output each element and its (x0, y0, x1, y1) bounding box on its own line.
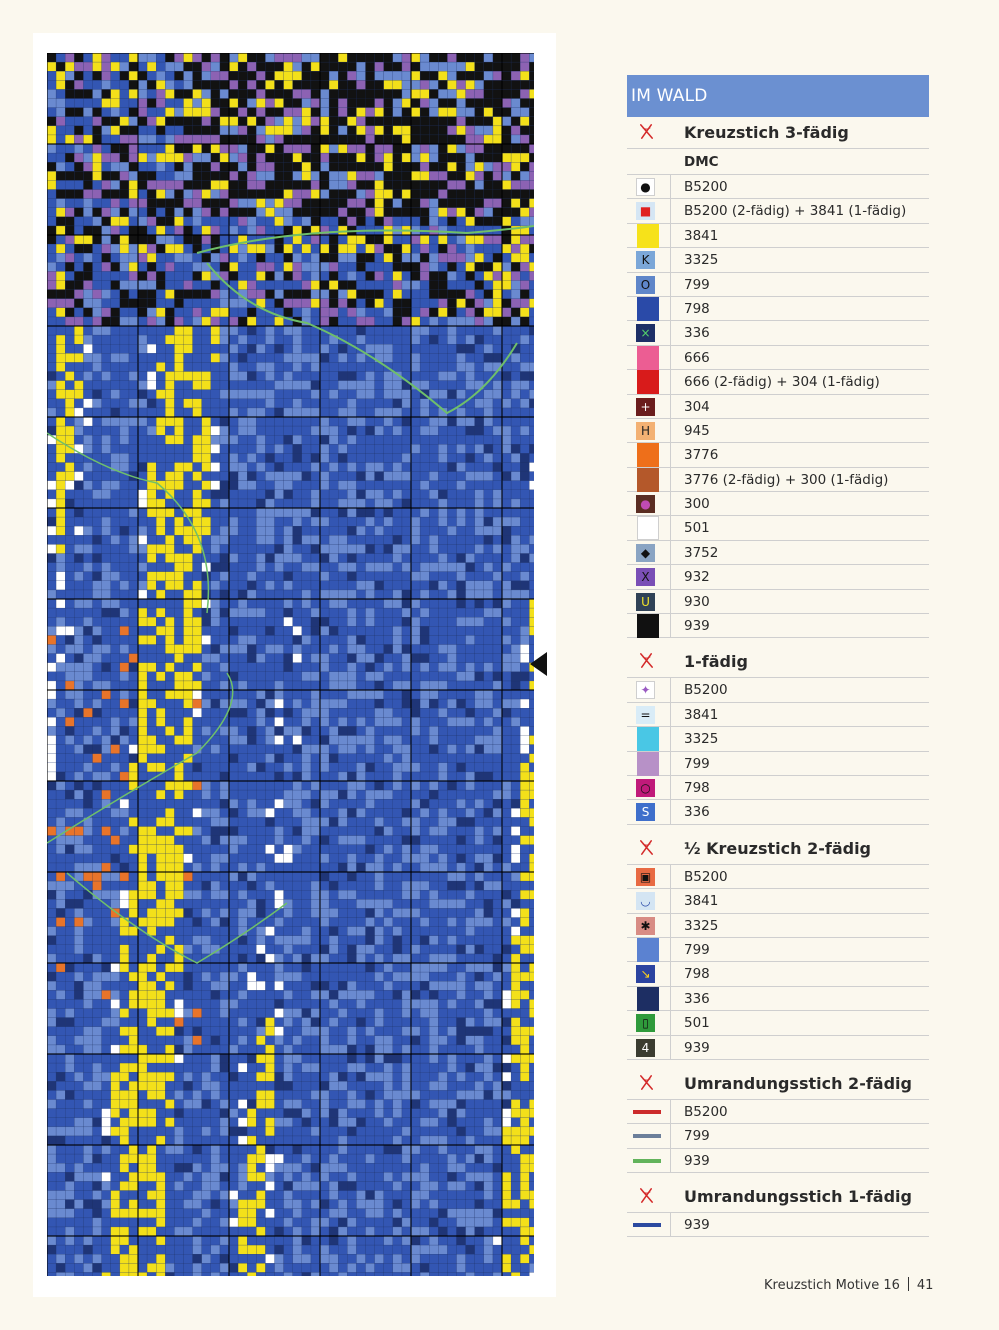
column-divider (670, 703, 671, 726)
legend-row (627, 321, 929, 345)
dmc-code: B5200 (684, 682, 728, 699)
legend-row (627, 1011, 929, 1035)
symbol-swatch-icon: O (636, 276, 655, 294)
symbol-swatch-icon: 4 (636, 1039, 655, 1057)
legend-row (627, 1036, 929, 1060)
column-divider (670, 541, 671, 564)
symbol-swatch-icon (633, 1159, 661, 1163)
cross-stitch-icon (637, 838, 656, 857)
legend-row (627, 224, 929, 248)
symbol-swatch-icon (637, 752, 659, 776)
symbol-swatch-icon: ● (636, 495, 655, 513)
symbol-swatch-icon (637, 516, 659, 540)
column-divider (670, 1149, 671, 1172)
symbol-swatch-icon: X (636, 568, 655, 586)
dmc-code: 939 (684, 1152, 710, 1169)
dmc-code: 3776 (2-fädig) + 300 (1-fädig) (684, 471, 889, 488)
page-footer (764, 1277, 933, 1293)
column-divider (670, 492, 671, 515)
symbol-swatch-icon: U (636, 593, 655, 611)
dmc-code: B5200 (684, 1103, 728, 1120)
column-divider (670, 273, 671, 296)
legend-row (627, 962, 929, 986)
column-divider (670, 443, 671, 466)
symbol-swatch-icon (633, 1134, 661, 1138)
section-gap (627, 825, 929, 833)
legend-row (627, 468, 929, 492)
column-divider (670, 370, 671, 393)
cross-stitch-icon (637, 122, 656, 141)
footer-divider (908, 1277, 909, 1291)
column-divider (670, 962, 671, 985)
column-divider (670, 516, 671, 539)
column-divider (670, 199, 671, 222)
symbol-swatch-icon (637, 614, 659, 638)
legend-row (627, 727, 929, 751)
symbol-swatch-icon: ✱ (636, 917, 655, 935)
legend-row (627, 987, 929, 1011)
symbol-swatch-icon (637, 727, 659, 751)
column-divider (670, 1011, 671, 1034)
column-divider (670, 346, 671, 369)
column-divider (670, 678, 671, 701)
symbol-swatch-icon (637, 346, 659, 370)
legend-row (627, 614, 929, 638)
dmc-code: 799 (684, 1128, 710, 1145)
legend-row (627, 199, 929, 223)
column-divider (670, 175, 671, 198)
legend-section-heading (627, 833, 929, 865)
legend-row (627, 889, 929, 913)
dmc-code: 798 (684, 966, 710, 983)
symbol-swatch-icon: ▯ (636, 1014, 655, 1032)
legend-section-heading (627, 117, 929, 149)
dmc-code: 799 (684, 941, 710, 958)
legend-row (627, 395, 929, 419)
dmc-code: 799 (684, 276, 710, 293)
dmc-code: 3752 (684, 544, 719, 561)
legend-row (627, 590, 929, 614)
legend-row (627, 938, 929, 962)
legend-row (627, 1213, 929, 1237)
legend-section-heading (627, 1181, 929, 1213)
dmc-code: 3841 (684, 893, 719, 910)
column-divider (670, 800, 671, 823)
legend-row (627, 678, 929, 702)
symbol-swatch-icon (637, 224, 659, 248)
legend-row (627, 914, 929, 938)
column-divider (670, 752, 671, 775)
legend-section-heading (627, 1068, 929, 1100)
column-divider (670, 938, 671, 961)
column-divider (670, 1213, 671, 1236)
legend-title: IM WALD (627, 75, 929, 117)
legend-row (627, 776, 929, 800)
dmc-code: 3841 (684, 706, 719, 723)
cross-stitch-icon (637, 1073, 656, 1092)
column-divider (670, 565, 671, 588)
footer-publication: Kreuzstich Motive 16 (764, 1278, 900, 1293)
symbol-swatch-icon (637, 468, 659, 492)
column-divider (670, 1124, 671, 1147)
dmc-code: B5200 (684, 868, 728, 885)
dmc-subheader-row (627, 149, 929, 175)
column-divider (670, 468, 671, 491)
column-divider (670, 889, 671, 912)
legend-section-heading (627, 646, 929, 678)
pattern-grid (47, 53, 534, 1276)
dmc-code: 939 (684, 1039, 710, 1056)
column-divider (670, 590, 671, 613)
column-divider (670, 727, 671, 750)
symbol-swatch-icon (637, 987, 659, 1011)
symbol-swatch-icon: ↘ (636, 965, 655, 983)
dmc-code: 939 (684, 618, 710, 635)
color-key-table (627, 75, 929, 1237)
cross-stitch-icon (637, 1186, 656, 1205)
legend-row (627, 1149, 929, 1173)
legend-row (627, 516, 929, 540)
legend-row (627, 1124, 929, 1148)
legend-row (627, 419, 929, 443)
legend-row (627, 175, 929, 199)
legend-row (627, 273, 929, 297)
section-heading-text: Umrandungsstich 2-fädig (684, 1073, 912, 1093)
column-divider (670, 1100, 671, 1123)
symbol-swatch-icon: ✦ (636, 681, 655, 699)
dmc-code: 3325 (684, 252, 719, 269)
dmc-code: 3776 (684, 447, 719, 464)
legend-row (627, 752, 929, 776)
legend-row (627, 346, 929, 370)
symbol-swatch-icon: ■ (636, 202, 655, 220)
legend-row (627, 370, 929, 394)
column-divider (670, 419, 671, 442)
dmc-code: 945 (684, 422, 710, 439)
cross-stitch-pattern-chart (47, 53, 534, 1276)
dmc-code: 3325 (684, 917, 719, 934)
column-divider (670, 248, 671, 271)
column-divider (670, 776, 671, 799)
dmc-code: 3841 (684, 227, 719, 244)
page-number: 41 (916, 1278, 934, 1293)
symbol-swatch-icon: = (636, 706, 655, 724)
section-heading-text: Kreuzstich 3-fädig (684, 123, 849, 142)
dmc-code: 300 (684, 496, 710, 513)
symbol-swatch-icon: ▣ (636, 868, 655, 886)
column-divider (670, 987, 671, 1010)
legend-row (627, 443, 929, 467)
dmc-code: 799 (684, 755, 710, 772)
cross-stitch-icon (637, 651, 656, 670)
legend-body (627, 117, 929, 1237)
column-divider (670, 865, 671, 888)
legend-row (627, 492, 929, 516)
dmc-code: 939 (684, 1217, 710, 1234)
symbol-swatch-icon: + (636, 398, 655, 416)
dmc-code: 666 (2-fädig) + 304 (1-fädig) (684, 374, 880, 391)
center-marker-arrow (530, 652, 547, 676)
dmc-code: 336 (684, 325, 710, 342)
section-heading-text: 1-fädig (684, 652, 748, 672)
dmc-code: 3325 (684, 731, 719, 748)
symbol-swatch-icon: S (636, 803, 655, 821)
legend-row (627, 248, 929, 272)
symbol-swatch-icon: ○ (636, 779, 655, 797)
symbol-swatch-icon (633, 1110, 661, 1114)
symbol-swatch-icon (637, 370, 659, 394)
legend-row (627, 1100, 929, 1124)
dmc-code: 336 (684, 804, 710, 821)
column-divider (670, 914, 671, 937)
symbol-swatch-icon: ◆ (636, 544, 655, 562)
dmc-label: DMC (684, 154, 719, 170)
section-heading-text: ½ Kreuzstich 2-fädig (684, 838, 871, 858)
section-heading-text: Umrandungsstich 1-fädig (684, 1187, 912, 1207)
dmc-code: 304 (684, 398, 710, 415)
symbol-swatch-icon: ● (636, 178, 655, 196)
column-divider (670, 1036, 671, 1059)
legend-row (627, 800, 929, 824)
dmc-code: 501 (684, 520, 710, 537)
dmc-code: 932 (684, 569, 710, 586)
legend-row (627, 541, 929, 565)
legend-row (627, 565, 929, 589)
section-gap (627, 1060, 929, 1068)
dmc-code: 798 (684, 300, 710, 317)
symbol-swatch-icon: ◡ (636, 892, 655, 910)
legend-row (627, 865, 929, 889)
symbol-swatch-icon (637, 443, 659, 467)
symbol-swatch-icon: H (636, 422, 655, 440)
column-divider (670, 321, 671, 344)
symbol-swatch-icon (633, 1223, 661, 1227)
symbol-swatch-icon (637, 938, 659, 962)
column-divider (670, 224, 671, 247)
legend-row (627, 297, 929, 321)
column-divider (670, 614, 671, 637)
legend-row (627, 703, 929, 727)
dmc-code: B5200 (684, 179, 728, 195)
dmc-code: B5200 (2-fädig) + 3841 (1-fädig) (684, 203, 907, 220)
dmc-code: 336 (684, 990, 710, 1007)
section-gap (627, 1173, 929, 1181)
dmc-code: 930 (684, 593, 710, 610)
section-gap (627, 638, 929, 646)
dmc-code: 666 (684, 349, 710, 366)
dmc-code: 501 (684, 1015, 710, 1032)
symbol-swatch-icon (637, 297, 659, 321)
symbol-swatch-icon: K (636, 251, 655, 269)
column-divider (670, 297, 671, 320)
dmc-code: 798 (684, 779, 710, 796)
symbol-swatch-icon: × (636, 324, 655, 342)
column-divider (670, 395, 671, 418)
